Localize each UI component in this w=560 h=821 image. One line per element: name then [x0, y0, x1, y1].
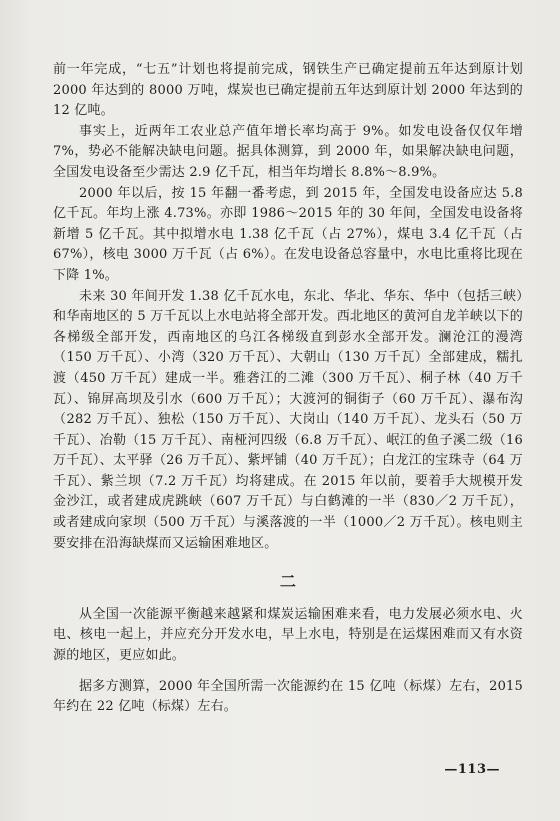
paragraph-continuation: 前一年完成，“七五”计划也将提前完成，钢铁生产已确定提前五年达到原计划 2000 年达到的 8000 万吨，煤炭也已确定提前五年达到原计划 2000 年达到的 12 亿吨。	[53, 62, 523, 119]
page-body	[53, 60, 523, 718]
section-heading: 二	[279, 572, 297, 592]
page-number: —113—	[444, 762, 500, 777]
paragraph-energy-balance: 从全国一次能源平衡越来越紧和煤炭运输困难来看，电力发展必须水电、火电、核电一起上，并应充分开发水电，早上水电，特别是在运煤困难而又有水资源的地区，更应如此。	[53, 606, 523, 664]
paragraph-2015-projection: 2000 年以后，按 15 年翻一番考虑，到 2015 年，全国发电设备应达 5.8 亿千瓦。年均上涨 4.73%。亦即 1986～2015 年的 30 年间，全国发电设备将新增 5 亿千瓦。其中拟增水电 1.38 亿千瓦（占 27%），煤电 3.4 亿千瓦（占 67%），核电 3000 万千瓦（占 6%）。在发电设备总容量中，水电比重将比现在下降 1%。	[53, 185, 523, 283]
paragraph-growth-rate: 事实上，近两年工农业总产值年增长率均高于 9%。如发电设备仅仅年增 7%，势必不能解决缺电问题。据具体测算，到 2000 年，如果解决缺电问题，全国发电设备至少需达 2.9 亿千瓦，相当年均增长 8.8%～8.9%。	[53, 123, 523, 180]
paragraph-hydropower-plan: 未来 30 年间开发 1.38 亿千瓦水电，东北、华北、华东、华中（包括三峡）和华南地区的 5 万千瓦以上水电站将全部开发。西北地区的黄河自龙羊峡以下的各梯级全部开发，西南地区的乌江各梯级直到彭水全部开发。澜沧江的漫湾（150 万千瓦）、小湾（320 万千瓦）、大朝山（130 万千瓦）全部建成，糯扎渡（450 万千瓦）建成一半。雅砻江的二滩（300 万千瓦）、桐子林（40 万千瓦）、锦屏高坝及引水（600 万千瓦）；大渡河的铜街子（60 万千瓦）、瀑布沟（282 万千瓦）、独松（150 万千瓦）、大岗山（140 万千瓦）、龙头石（50 万千瓦）、冶勒（15 万千瓦）、南桠河四级（6.8 万千瓦）、岷江的鱼子溪二级（16 万千瓦）、太平驿（26 万千瓦）、紫坪铺（40 万千瓦）；白龙江的宝珠寺（64 万千瓦）、紫兰坝（7.2 万千瓦）均将建成。在 2015 年以前，要着手大规模开发金沙江，或者建成虎跳峡（607 万千瓦）与白鹤滩的一半（830／2 万千瓦），或者建成向家坝（500 万千瓦）与溪落渡的一半（1000／2 万千瓦）。核电则主要安排在沿海缺煤而又运输困难地区。	[53, 288, 523, 551]
paragraph-energy-demand: 据多方测算，2000 年全国所需一次能源约在 15 亿吨（标煤）左右，2015 年约在 22 亿吨（标煤）左右。	[53, 678, 523, 715]
